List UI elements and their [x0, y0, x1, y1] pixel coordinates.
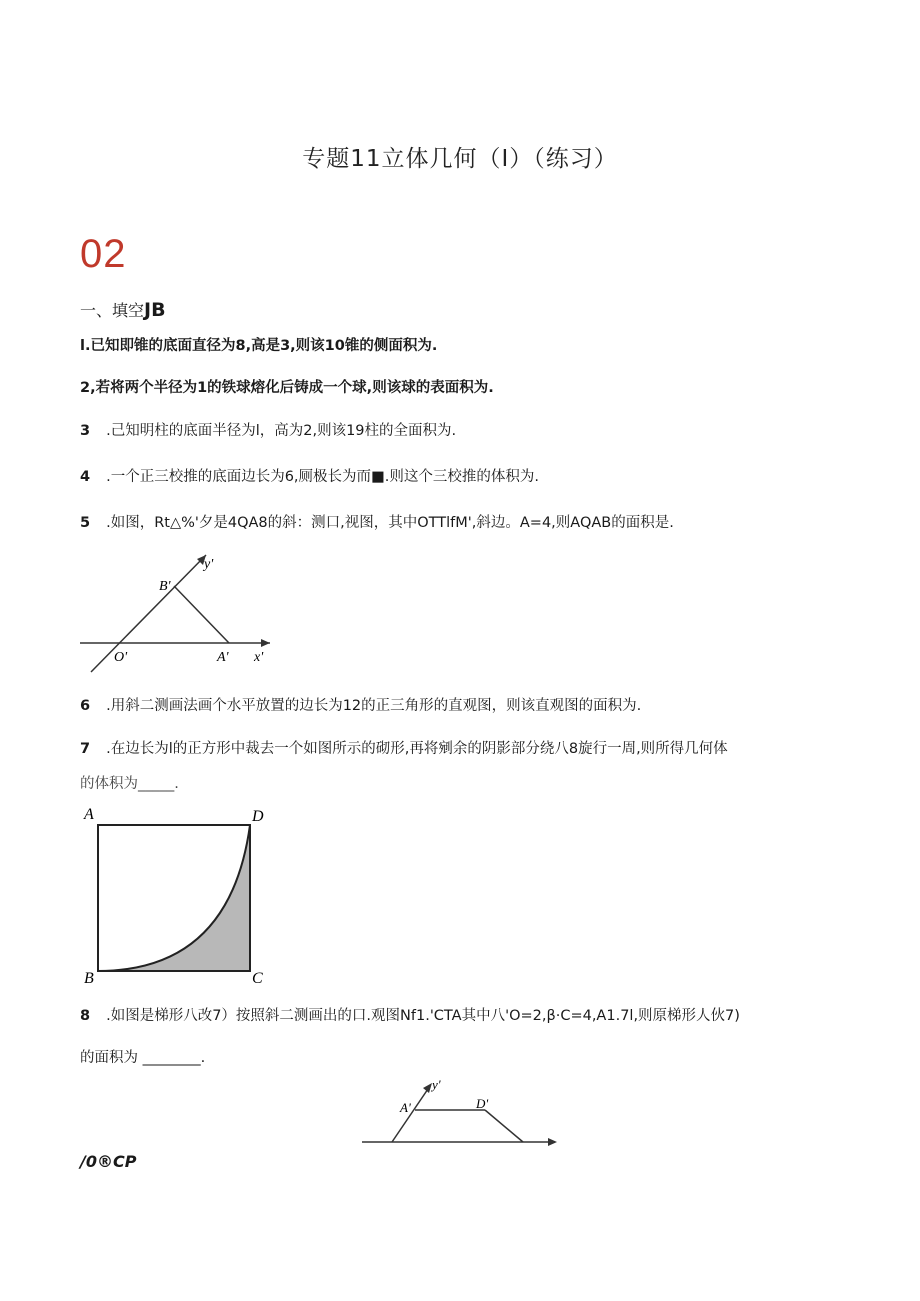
label-x-prime: x': [254, 650, 264, 665]
question-number: 5: [80, 515, 91, 531]
x-axis-arrow-icon: [548, 1138, 557, 1146]
label-a-prime: A': [217, 650, 229, 665]
question-text: 的体积为_____.: [80, 776, 179, 792]
question-6: [80, 694, 641, 715]
label-b-prime: B': [159, 579, 171, 594]
section-number: 02: [80, 232, 127, 276]
question-text: .在边长为l的正方形中裁去一个如图所示的砌形,再将剜余的阴影部分绕八8旋行一周,则所得几何体: [106, 741, 728, 757]
shaded-region: [98, 825, 250, 971]
triangle-side: [174, 586, 229, 643]
question-text: l.已知即锥的底面直径为8,高是3,则该10锥的侧面积为.: [80, 338, 438, 354]
label-c: C: [252, 970, 263, 987]
question-text: .如图，Rt△%'夕是4QA8的斜：测口,视图，其中OTTlfM',斜边。A=4,则AQAB的面积是.: [106, 515, 674, 531]
question-text: .一个正三校推的底面边长为6,厕极长为而■.则这个三校推的体积为.: [106, 469, 539, 485]
label-d-prime: D': [476, 1096, 489, 1111]
question-5: [80, 511, 674, 532]
label-o-prime: O': [114, 650, 128, 665]
question-8-continuation: [80, 1046, 205, 1067]
figure-oblique-trapezoid: [360, 1075, 565, 1150]
trapezoid-side: [485, 1110, 523, 1142]
question-text: 2,若将两个半径为1的铁球熔化后铸成一个球,则该球的表面积为.: [80, 380, 494, 396]
question-7-continuation: [80, 772, 179, 793]
figure-square-arc: [80, 803, 280, 988]
question-number: 4: [80, 469, 91, 485]
question-1: [80, 334, 437, 355]
label-b: B: [84, 970, 94, 987]
question-text: 的面积为 ________.: [80, 1050, 206, 1066]
label-a: A: [84, 806, 94, 823]
y-axis: [392, 1086, 430, 1142]
question-number: 3: [80, 423, 91, 439]
y-axis-arrow-icon: [423, 1083, 432, 1093]
question-number: 7: [80, 741, 91, 757]
footer-text: /0®CP: [80, 1152, 137, 1171]
y-axis: [91, 555, 206, 672]
label-y-prime: y': [432, 1077, 441, 1092]
question-4: [80, 465, 539, 486]
question-2: [80, 376, 494, 397]
section-heading: [80, 298, 166, 321]
page-title: 专题11立体几何（I）（练习）: [302, 146, 618, 172]
figure-oblique-triangle: [78, 548, 278, 673]
section-heading-prefix: 一、填空: [80, 301, 145, 320]
label-y-prime: y': [204, 557, 214, 572]
question-text: .如图是梯形八改7）按照斜二测画出的口.观图Nf1.'CTA其中八'O=2,β·C=4,A1.7l,则原梯形人伙7): [106, 1008, 740, 1024]
x-axis-arrow-icon: [261, 639, 270, 647]
question-8: [80, 1004, 740, 1025]
question-text: .用斜二测画法画个水平放置的边长为12的正三角形的直观图，则该直观图的面积为.: [106, 698, 642, 714]
question-7: [80, 737, 728, 758]
label-a-prime: A': [400, 1100, 411, 1115]
question-number: 8: [80, 1008, 91, 1024]
question-text: .己知明柱的底面半径为l，高为2,则该19柱的全面积为.: [106, 423, 457, 439]
section-heading-suffix: JB: [144, 299, 166, 321]
question-number: 6: [80, 698, 91, 714]
label-d: D: [252, 808, 264, 825]
question-3: [80, 419, 456, 440]
